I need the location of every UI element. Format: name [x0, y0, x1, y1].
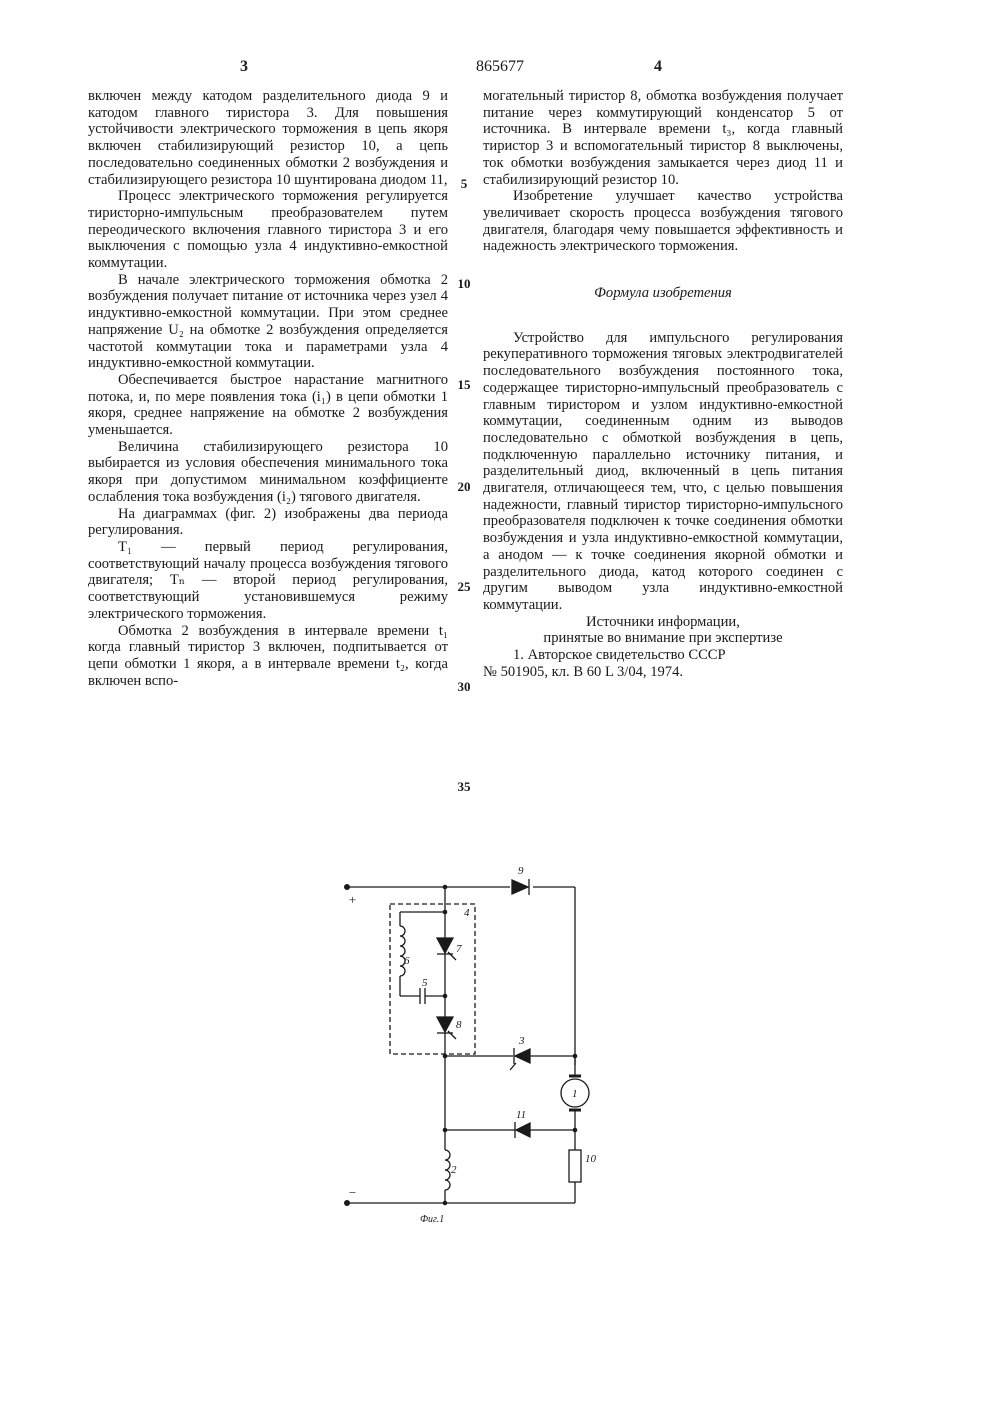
label-motor-1: 1 [572, 1088, 578, 1100]
left-paragraph-2: Процесс электрического торможения регулируется тиристорно-импульсным преобразователем путем переодического включения главного тиристора 3 и его выключения с помощью узла 4 индуктивно-емкостной коммутации. [88, 188, 448, 272]
label-inductor-2: 2 [451, 1164, 457, 1176]
label-thyristor-7: 7 [456, 943, 462, 955]
junction-dots [344, 884, 577, 1206]
claims-text: Устройство для импульсного регулирования рекуперативного торможения тяговых электродвигателей последовательного возбуждения постоянного тока, содержащее тиристорно-импульсный преобразователь с главным тиристором и узлом индуктивно-емкостной коммутации, соединенным одним из выводов последовательно с обмоткой возбуждения в цепь, подключенную параллельно источнику питания, и разделительный диод, включенный в цепь питания двигателя, отличающееся тем, что, с целью повышения надежности, главный тиристор тиристорно-импульсного преобразователя подключен к точке соединения обмотки возбуждения и узла индуктивно-емкостной коммутации, а анодом — к точке соединения якорной обмотки и разделительного диода, катод которого соединен с другим выводом узла индуктивно-емкостной коммутации. [483, 329, 843, 613]
label-resistor-10: 10 [585, 1153, 596, 1165]
line-number-15: 15 [457, 377, 471, 392]
page-number-left: 3 [240, 58, 248, 75]
left-paragraph-8: Обмотка 2 возбуждения в интервале времени t₁ когда главный тиристор 3 включен, подпитывается от цепи обмотки 1 якоря, а в интервале времени t₂, когда включен вспо- [88, 622, 448, 689]
page-number-right: 4 [654, 58, 662, 75]
right-column [483, 88, 843, 681]
right-paragraph-2: Изобретение улучшает качество устройства увеличивает скорость процесса возбуждения тягового двигателя, благодаря чему повышается эффективность и надежность электрического торможения. [483, 188, 843, 255]
circuit-diagram [330, 860, 630, 1240]
left-paragraph-6: На диаграммах (фиг. 2) изображены два периода регулирования. [88, 505, 448, 539]
line-number-20: 20 [457, 479, 471, 494]
sources-title: Источники информации, [586, 613, 740, 630]
right-paragraph-1: могательный тиристор 8, обмотка возбуждения получает питание через коммутирующий конденсатор 5 от источника. В интервале времени t₃, когда главный тиристор 3 и вспомогательный тиристор 8 выключены, ток обмотки возбуждения замыкается через диод 11 и стабилизирующий резистор 10. [483, 88, 843, 188]
left-paragraph-5: Величина стабилизирующего резистора 10 выбирается из условия обеспечения минимального тока якоря при допустимом минимальном коэффициенте ослабления тока возбуждения (i₂) тягового двигателя. [88, 438, 448, 505]
terminal-plus-label: + [348, 892, 357, 907]
claims-heading: Формула изобретения [594, 285, 732, 302]
label-diode-9: 9 [518, 865, 524, 877]
left-paragraph-1: включен между катодом разделительного диода 9 и катодом главного тиристора 3. Для повышения устойчивости электрического торможения в цепь якоря включен стабилизирующий резистор 10, а цепь последовательно соединенных обмотки 2 возбуждения и стабилизирующего резистора 10 шунтирована диодом 11, [88, 88, 448, 188]
line-number-35: 35 [457, 779, 471, 794]
label-capacitor-5: 5 [422, 977, 428, 989]
label-inductor-6: 6 [404, 955, 410, 967]
left-paragraph-4: Обеспечивается быстрое нарастание магнитного потока, и, по мере появления тока (i₁) в цепи обмотки 1 якоря, среднее напряжение на обмотке 2 возбуждения уменьшается. [88, 371, 448, 439]
label-thyristor-3: 3 [519, 1035, 525, 1047]
line-number-30: 30 [457, 679, 471, 694]
line-number-10: 10 [457, 276, 471, 291]
sources-subtitle: принятые во внимание при экспертизе [543, 630, 783, 647]
left-column [88, 88, 448, 689]
line-number-25: 25 [457, 579, 471, 594]
patent-number: 865677 [476, 58, 524, 75]
left-paragraph-3: В начале электрического торможения обмотка 2 возбуждения получает питание от источника через узел 4 индуктивно-емкостной коммутации. При этом среднее напряжение U₂ на обмотке 2 возбуждения определяется частотой коммутации тока и параметрами узла 4 индуктивно-емкостной коммутации. [88, 271, 448, 372]
line-number-5: 5 [460, 176, 468, 191]
terminal-minus-label: − [348, 1185, 357, 1200]
reference-1-continued: № 501905, кл. В 60 L 3/04, 1974. [483, 663, 684, 680]
label-diode-11: 11 [516, 1109, 527, 1121]
reference-1: 1. Авторское свидетельство СССР [513, 647, 726, 664]
left-paragraph-7: T₁ — первый период регулирования, соответствующий началу процесса возбуждения тягового двигателя; Tₙ — второй период регулирования, соответствующий установившемуся режиму электрического торможения. [88, 538, 448, 622]
figure-caption: Фиг.1 [420, 1214, 445, 1225]
label-node-4: 4 [464, 907, 470, 919]
label-thyristor-8: 8 [456, 1019, 462, 1031]
